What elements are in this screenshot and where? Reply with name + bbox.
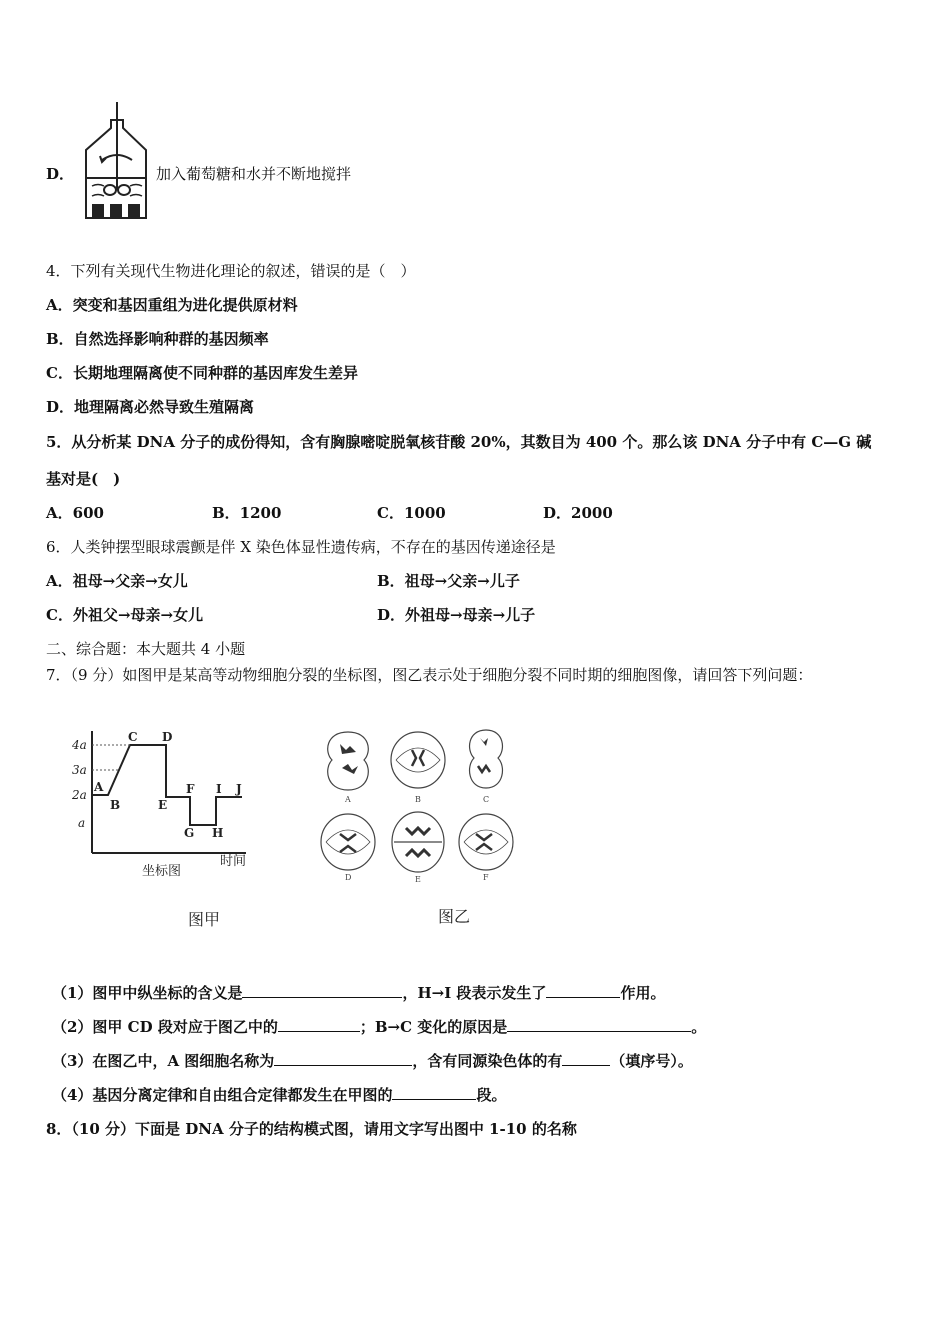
x-axis-label: 时间 (220, 854, 247, 869)
y-tick-3a: 3a (72, 763, 87, 777)
q5-option-b: B．1200 (212, 504, 282, 522)
answer-blank-3[interactable] (278, 1016, 360, 1032)
figure-jia-caption: 图甲 (188, 910, 221, 929)
cell-label-f: F (483, 873, 489, 882)
answer-blank-1[interactable] (242, 982, 402, 998)
figure-jia-graph (70, 725, 270, 940)
point-j: J (236, 782, 242, 796)
q4-option-c: C．长期地理隔离使不同种群的基因库发生差异 (46, 364, 358, 382)
answer-blank-7[interactable] (392, 1084, 476, 1100)
point-f: F (186, 782, 195, 796)
q4-option-b: B．自然选择影响种群的基因频率 (46, 330, 269, 348)
answer-blank-2[interactable] (546, 982, 620, 998)
q8-stem: 8．（10 分）下面是 DNA 分子的结构模式图，请用文字写出图中 1-10 的名称 (46, 1120, 577, 1138)
point-b: B (110, 798, 121, 812)
q4-option-d: D．地理隔离必然导致生殖隔离 (46, 398, 255, 416)
cell-label-b: B (415, 795, 421, 804)
y-tick-4a: 4a (72, 738, 87, 752)
q6-stem: 6．人类钟摆型眼球震颤是伴 X 染色体显性遗传病，不存在的基因传递途径是 (46, 538, 556, 556)
q6-option-c: C．外祖父→母亲→女儿 (46, 606, 204, 624)
point-a: A (94, 780, 104, 794)
figure-yi-caption: 图乙 (438, 907, 471, 926)
q4-stem: 4．下列有关现代生物进化理论的叙述，错误的是（ ） (46, 262, 416, 280)
q5-stem: 5．从分析某 DNA 分子的成份得知，含有胸腺嘧啶脱氧核苷酸 20%，其数目为 400 个。那么该 DNA 分子中有 C—G 碱 (46, 433, 872, 451)
q7-part-3: （3）在图乙中，A 图细胞名称为 ，含有同源染色体的有 （填序号）。 (52, 1052, 693, 1070)
q6-option-b: B．祖母→父亲→儿子 (377, 572, 520, 590)
q5-stem-cont: 基对是( ) (46, 470, 121, 488)
point-d: D (162, 730, 173, 744)
q3-option-d-label: D． (46, 165, 75, 183)
point-c: C (128, 730, 138, 744)
q6-option-a: A．祖母→父亲→女儿 (46, 572, 188, 590)
q6-option-d: D．外祖母→母亲→儿子 (377, 606, 536, 624)
fermenter-figure (78, 100, 150, 222)
cell-label-d: D (345, 873, 352, 882)
y-tick-a: a (78, 816, 86, 830)
q5-option-d: D．2000 (543, 504, 613, 522)
section-2-heading: 二、综合题：本大题共 4 小题 (46, 640, 246, 658)
y-tick-2a: 2a (72, 788, 87, 802)
cell-label-a: A (345, 795, 351, 804)
point-i: I (216, 782, 222, 796)
q7-part-1: （1）图甲中纵坐标的含义是 ，H→I 段表示发生了 作用。 (52, 984, 666, 1002)
point-g: G (184, 826, 195, 840)
figure-yi-cells (318, 722, 528, 932)
answer-blank-5[interactable] (274, 1050, 412, 1066)
q7-part-4: （4）基因分离定律和自由组合定律都发生在甲图的 段。 (52, 1086, 507, 1104)
answer-blank-4[interactable] (507, 1016, 691, 1032)
cell-label-c: C (483, 795, 490, 804)
q7-stem: 7．（9 分）如图甲是某高等动物细胞分裂的坐标图，图乙表示处于细胞分裂不同时期的细胞图像，请回答下列问题： (46, 666, 813, 684)
answer-blank-6[interactable] (562, 1050, 610, 1066)
q5-option-c: C．1000 (377, 504, 446, 522)
q4-option-a: A．突变和基因重组为进化提供原材料 (46, 296, 298, 314)
graph-subtitle: 坐标图 (142, 864, 182, 879)
q3-option-d-text: 加入葡萄糖和水并不断地搅拌 (156, 165, 352, 183)
cell-label-e: E (415, 875, 421, 884)
q7-part-2: （2）图甲 CD 段对应于图乙中的 ；B→C 变化的原因是 。 (52, 1018, 707, 1036)
q5-option-a: A．600 (46, 504, 104, 522)
point-h: H (212, 826, 224, 840)
point-e: E (158, 798, 168, 812)
